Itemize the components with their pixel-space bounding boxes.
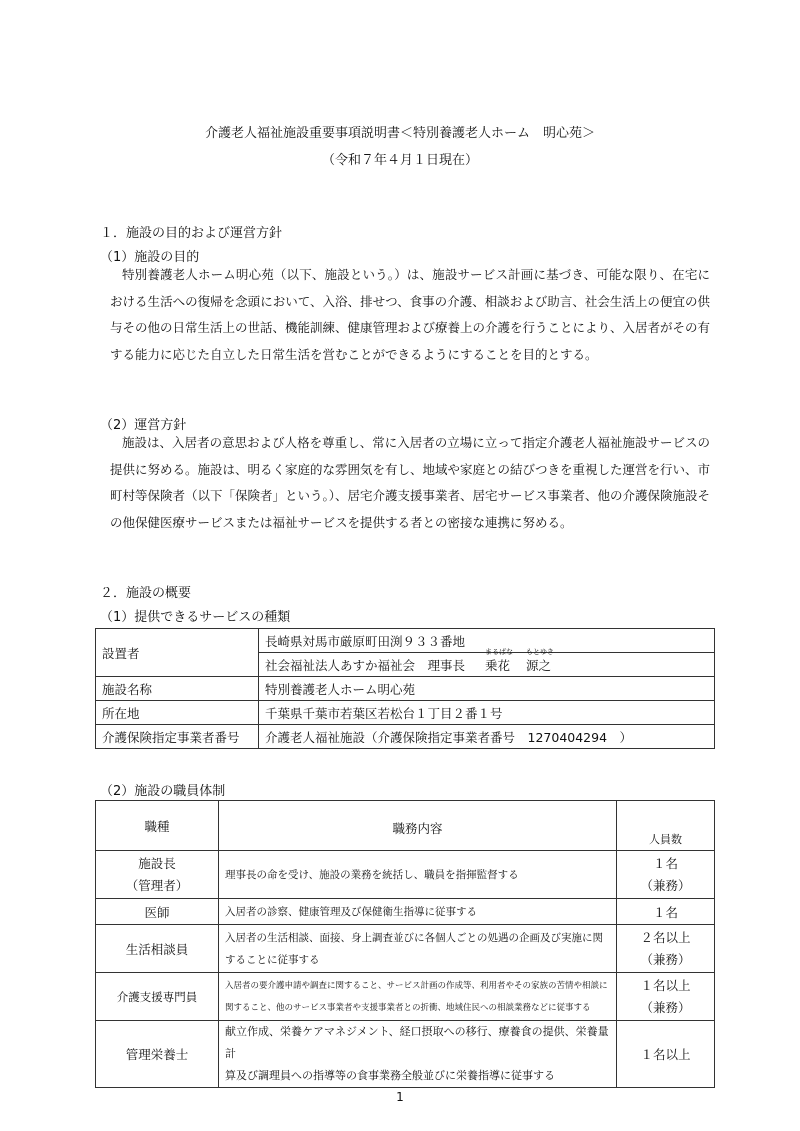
section-1-heading: １．施設の目的および運営方針 (100, 226, 283, 241)
table-row (96, 973, 715, 1021)
table-row (96, 677, 715, 701)
staff-heading: （2）施設の職員体制 (100, 784, 226, 799)
document-title: 介護老人福祉施設重要事項説明書＜特別養護老人ホーム 明心苑＞ (204, 126, 595, 141)
type-cell: 介護支援専門員 (96, 973, 219, 1021)
header-type: 職種 (96, 801, 219, 851)
address-value: 千葉県千葉市若葉区若松台１丁目２番１号 (259, 701, 715, 725)
type-cell: 医師 (96, 899, 219, 925)
facility-name-label: 施設名称 (96, 677, 259, 701)
count-cell: １名以上 （兼務） (617, 973, 715, 1021)
table-row (96, 899, 715, 925)
count-cell: １名 （兼務） (617, 851, 715, 899)
table-row (96, 629, 715, 653)
table-row (96, 851, 715, 899)
staff-table (95, 800, 715, 1088)
header-count: 人員数 (617, 801, 715, 851)
policy-paragraph: 施設は、入居者の意思および人格を尊重し、常に入居者の立場に立って指定介護老人福祉施設サービスの提供に努める。施設は、明るく家庭的な雰囲気を有し、地域や家庭との結びつきを重視した運営を行い、市町村等保険者（以下「保険者」という。）、居宅介護支援事業者、居宅サービス事業者、他の介護保険施設その他保健医療サービスまたは福祉サービスを提供する者との密接な連携に努める。 (110, 435, 711, 530)
services-heading: （1）提供できるサービスの種類 (100, 610, 291, 625)
section-2-heading: ２．施設の概要 (100, 586, 192, 601)
purpose-paragraph: 特別養護老人ホーム明心苑（以下、施設という。）は、施設サービス計画に基づき、可能な限り、在宅における生活への復帰を念頭において、入浴、排せつ、食事の介護、相談および助言、社会生活上の便宜の供与その他の日常生活上の世話、機能訓練、健康管理および療養上の介護を行うことにより、入居者がその有する能力に応じた自立した日常生活を営むことができるようにすることを目的とする。 (110, 267, 711, 362)
page-number: 1 (396, 1090, 404, 1104)
table-row (96, 725, 715, 749)
chair-given-name: もとゆき 源之 (525, 647, 554, 673)
header-duty: 職務内容 (219, 801, 617, 851)
duty-cell: 献立作成、栄養ケアマネジメント、経口摂取への移行、療養食の提供、栄養量計 算及び調理員への指導等の食事業務全般並びに栄養指導に従事する (219, 1021, 617, 1088)
duty-cell: 入居者の診察、健康管理及び保健衛生指導に従事する (219, 899, 617, 925)
duty-cell: 理事長の命を受け、施設の業務を統括し、職員を指揮監督する (219, 851, 617, 899)
chair-given-name-ruby: もとゆき (525, 647, 554, 656)
count-cell: ２名以上 （兼務） (617, 925, 715, 973)
duty-cell: 入居者の生活相談、面接、身上調査並びに各個人ごとの処遇の企画及び実施に関 することに従事する (219, 925, 617, 973)
document-date: （令和７年４月１日現在） (321, 153, 478, 168)
provider-number-label: 介護保険指定事業者番号 (96, 725, 259, 749)
chair-surname: まるばな 乗花 (484, 647, 513, 673)
founder-corporation (259, 647, 715, 677)
table-row (96, 1021, 715, 1088)
founder-corporation-text: 社会福祉法人あすか福祉会 理事長 (265, 657, 466, 673)
count-cell: １名 (617, 899, 715, 925)
address-label: 所在地 (96, 701, 259, 725)
purpose-heading: （1）施設の目的 (100, 250, 200, 265)
type-cell: 施設長 （管理者） (96, 851, 219, 899)
policy-heading: （2）運営方針 (100, 418, 187, 433)
provider-number-value: 介護老人福祉施設（介護保険指定事業者番号 1270404294 ） (259, 725, 715, 749)
type-cell: 管理栄養士 (96, 1021, 219, 1088)
chair-surname-ruby: まるばな (484, 647, 513, 656)
facility-overview-table (95, 628, 715, 749)
founder-label: 設置者 (96, 629, 259, 677)
table-row (96, 925, 715, 973)
table-row (96, 701, 715, 725)
table-header-row (96, 801, 715, 851)
facility-name-value: 特別養護老人ホーム明心苑 (259, 677, 715, 701)
count-cell: １名以上 (617, 1021, 715, 1088)
type-cell: 生活相談員 (96, 925, 219, 973)
founder-address: 長崎県対馬市厳原町田渕９３３番地 (259, 629, 715, 653)
duty-cell: 入居者の要介護申請や調査に関すること、サービス計画の作成等、利用者やその家族の苦情や相談に 関すること、他のサービス事業者や支援事業者との折衝、地域住民への相談業務などに従事する (219, 973, 617, 1021)
